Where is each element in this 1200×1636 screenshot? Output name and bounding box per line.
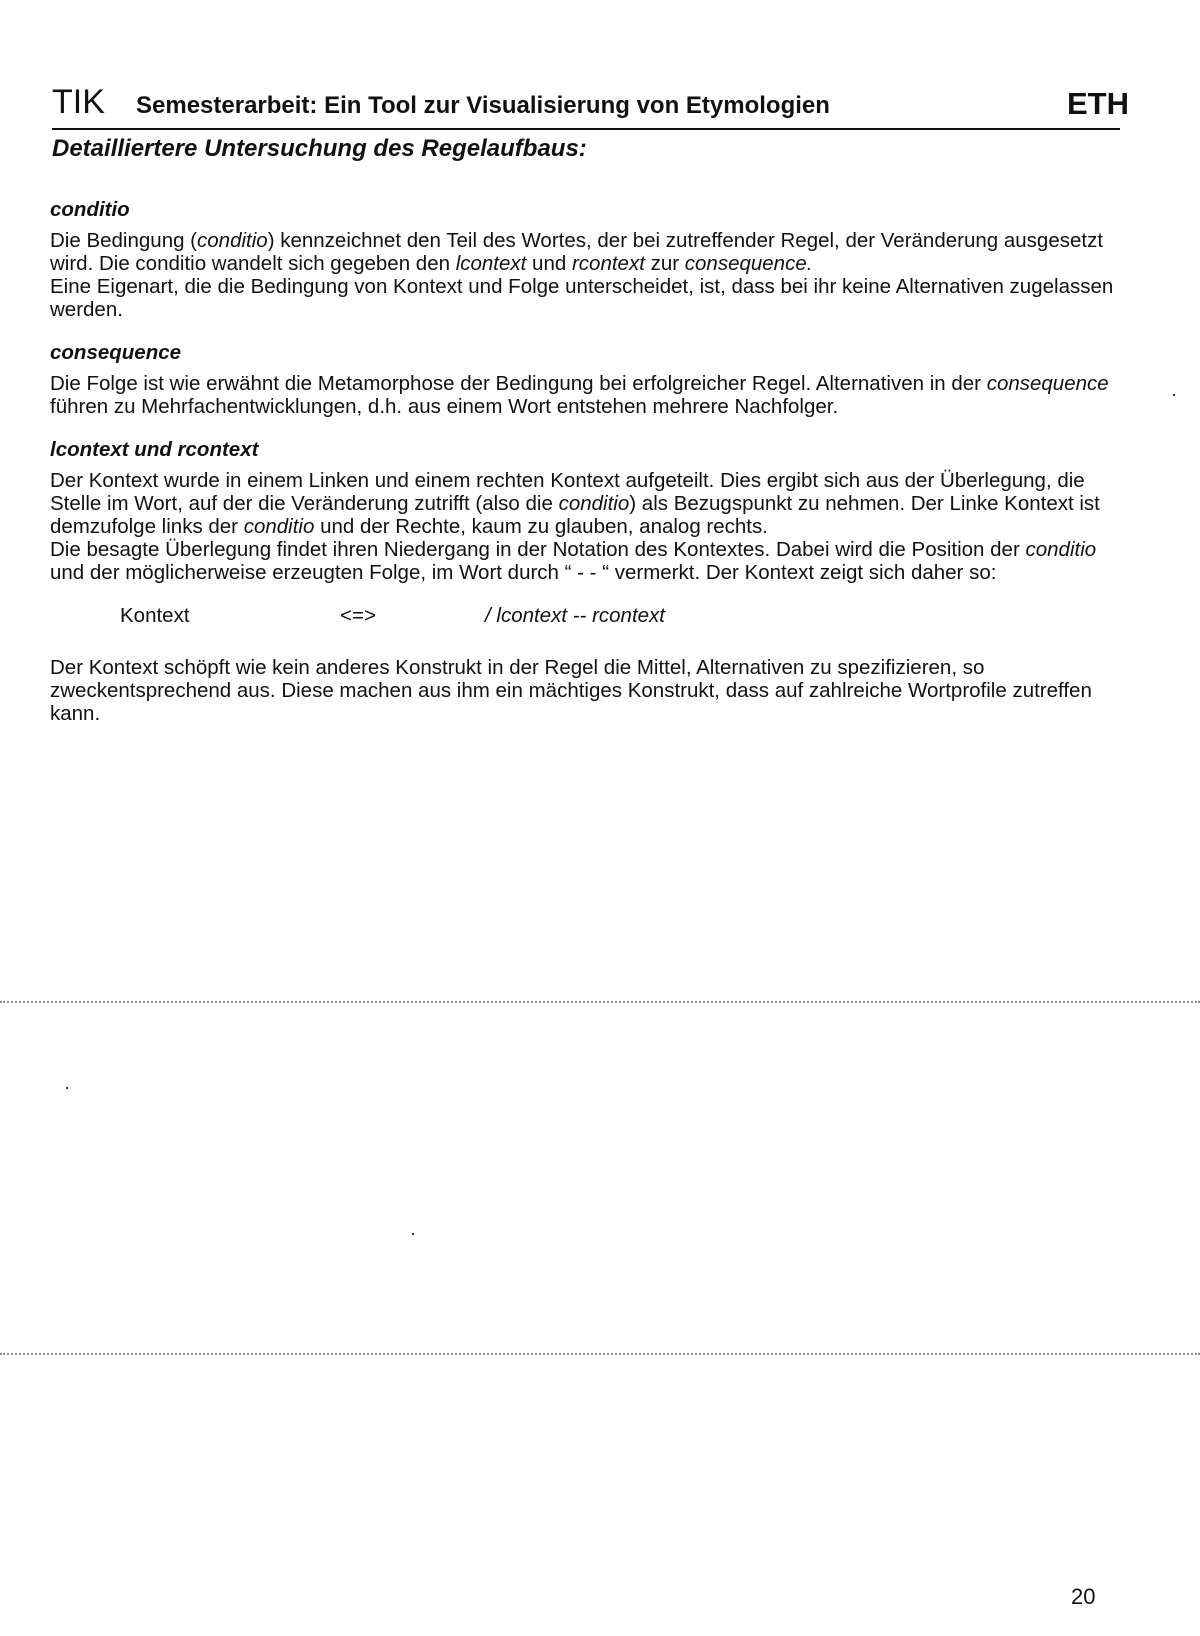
text-run: zur: [644, 252, 685, 275]
header-university: ETH: [1067, 86, 1129, 121]
section-title-context: lcontext und rcontext: [50, 438, 259, 461]
formula-equivalence: <=>: [340, 604, 376, 627]
text-run: und: [526, 252, 572, 275]
scan-speck: [412, 1233, 414, 1235]
formula-left: Kontext: [120, 604, 190, 627]
conditio-paragraph-1: [50, 229, 1130, 275]
header-institute: TIK: [52, 83, 105, 121]
scan-speck: [66, 1087, 68, 1089]
scan-speck: [1173, 394, 1175, 396]
text-run: führen zu Mehrfachentwicklungen, d.h. aus einem Wort entstehen mehrere Nachfolger.: [50, 395, 839, 418]
context-notation-formula: [50, 604, 1130, 628]
document-body: [50, 198, 1130, 745]
text-run: und der Rechte, kaum zu glauben, analog rechts.: [314, 515, 768, 538]
section-title-conditio: conditio: [50, 198, 130, 221]
context-paragraph-3: Der Kontext schöpft wie kein anderes Konstrukt in der Regel die Mittel, Alternativen zu spezifizieren, so zweckentsprechend aus. Diese machen aus ihm ein mächtiges Konstrukt, dass auf zahlreiche Wortprofile zutreffen kann.: [50, 656, 1092, 725]
text-run-italic: rcontext: [571, 252, 645, 275]
text-run-italic: conditio: [558, 492, 630, 515]
text-run: und der möglicherweise erzeugten Folge, im Wort durch “ - - “ vermerkt. Der Kontext zeigt sich daher so:: [50, 561, 997, 584]
text-run-italic: conditio: [197, 229, 268, 252]
consequence-paragraph-1: [50, 372, 1130, 418]
section-context: [50, 438, 1130, 725]
dotted-separator-2: [0, 1353, 1200, 1355]
text-run: Die besagte Überlegung findet ihren Niedergang in der Notation des Kontextes. Dabei wird die Position der: [50, 538, 1026, 561]
text-run-italic: lcontext: [455, 252, 527, 275]
header-title: Semesterarbeit: Ein Tool zur Visualisierung von Etymologien: [136, 92, 830, 119]
text-run: Der Kontext wurde in einem Linken und einem rechten Kontext aufgeteilt. Dies ergibt sich aus der Überlegung, die Stelle im Wort, auf der die Veränderung zutrifft (also die: [50, 469, 1085, 515]
conditio-paragraph-2: Eine Eigenart, die die Bedingung von Kontext und Folge unterscheidet, ist, dass bei ihr keine Alternativen zugelassen werden.: [50, 275, 1114, 321]
context-paragraph-2: [50, 538, 1130, 584]
text-run: ) kennzeichnet den Teil des Wortes, der bei zutreffender Regel, der Veränderung ausgesetzt wird. Die conditio wandelt sich gegeben den: [50, 229, 1104, 275]
text-run: Die Folge ist wie erwähnt die Metamorphose der Bedingung bei erfolgreicher Regel. Alternativen in der: [50, 372, 987, 395]
formula-right: / lcontext -- rcontext: [485, 604, 666, 627]
section-conditio: [50, 198, 1130, 321]
text-run-italic: consequence.: [684, 252, 813, 275]
dotted-separator-1: [0, 1001, 1200, 1003]
context-paragraph-1: [50, 469, 1130, 538]
text-run-italic: conditio: [1025, 538, 1097, 561]
page-header: [52, 74, 1129, 130]
section-consequence: [50, 341, 1130, 418]
text-run: ) als Bezugspunkt zu nehmen. Der Linke Kontext ist demzufolge links der: [50, 492, 1100, 538]
page-number: 20: [1071, 1584, 1096, 1609]
text-run: Die Bedingung (: [50, 229, 198, 252]
text-run-italic: consequence: [986, 372, 1109, 395]
section-title-consequence: consequence: [50, 341, 182, 364]
main-heading: Detailliertere Untersuchung des Regelaufbaus:: [52, 135, 587, 162]
text-run-italic: conditio: [243, 515, 315, 538]
